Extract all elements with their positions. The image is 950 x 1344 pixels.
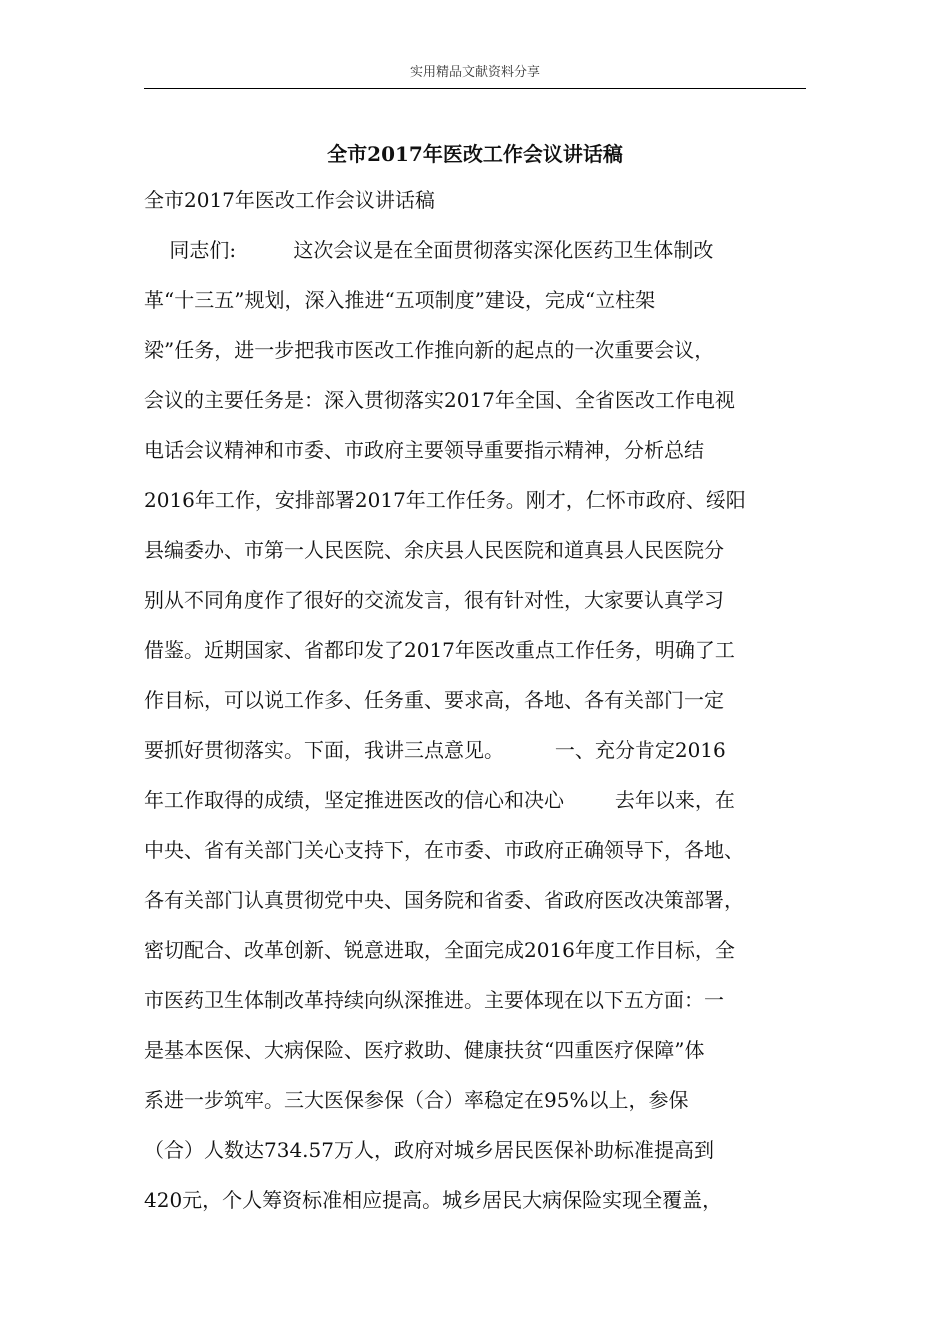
body-line: 是基本医保、大病保险、医疗救助、健康扶贫“四重医疗保障”体 — [144, 1038, 705, 1062]
body-line: 全市2017年医改工作会议讲话稿 — [144, 188, 435, 212]
body-line: 作目标，可以说工作多、任务重、要求高，各地、各有关部门一定 — [144, 688, 724, 712]
body-line: 系进一步筑牢。三大医保参保（合）率稳定在95%以上，参保 — [144, 1088, 689, 1112]
body-line: 各有关部门认真贯彻党中央、国务院和省委、省政府医改决策部署， — [144, 888, 744, 912]
body-line: 中央、省有关部门关心支持下，在市委、市政府正确领导下，各地、 — [144, 838, 744, 862]
body-line: 会议的主要任务是：深入贯彻落实2017年全国、全省医改工作电视 — [144, 388, 735, 412]
body-line: 电话会议精神和市委、市政府主要领导重要指示精神，分析总结 — [144, 438, 704, 462]
body-line: 别从不同角度作了很好的交流发言，很有针对性，大家要认真学习 — [144, 588, 724, 612]
body-line: 同志们: 这次会议是在全面贯彻落实深化医药卫生体制改 — [144, 238, 714, 262]
document-title: 全市2017年医改工作会议讲话稿 — [327, 142, 623, 166]
body-line: 年工作取得的成绩，坚定推进医改的信心和决心 去年以来，在 — [144, 788, 735, 812]
body-line: 革“十三五”规划，深入推进“五项制度”建设，完成“立柱架 — [144, 288, 656, 312]
body-line: 密切配合、改革创新、锐意进取，全面完成2016年度工作目标，全 — [144, 938, 735, 962]
body-line: 县编委办、市第一人民医院、余庆县人民医院和道真县人民医院分 — [144, 538, 724, 562]
body-line: 420元，个人筹资标准相应提高。城乡居民大病保险实现全覆盖， — [144, 1188, 723, 1212]
header-text: 实用精品文献资料分享 — [409, 65, 540, 80]
page-header — [144, 64, 806, 89]
body-line: 借鉴。近期国家、省都印发了2017年医改重点工作任务，明确了工 — [144, 638, 735, 662]
body-line: 2016年工作，安排部署2017年工作任务。刚才，仁怀市政府、绥阳 — [144, 488, 746, 512]
body-line: 梁”任务，进一步把我市医改工作推向新的起点的一次重要会议， — [144, 338, 715, 362]
body-line: （合）人数达734.57万人，政府对城乡居民医保补助标准提高到 — [144, 1138, 714, 1162]
body-line: 要抓好贯彻落实。下面，我讲三点意见。 一、充分肯定2016 — [144, 738, 726, 762]
body-line: 市医药卫生体制改革持续向纵深推进。主要体现在以下五方面：一 — [144, 988, 724, 1012]
